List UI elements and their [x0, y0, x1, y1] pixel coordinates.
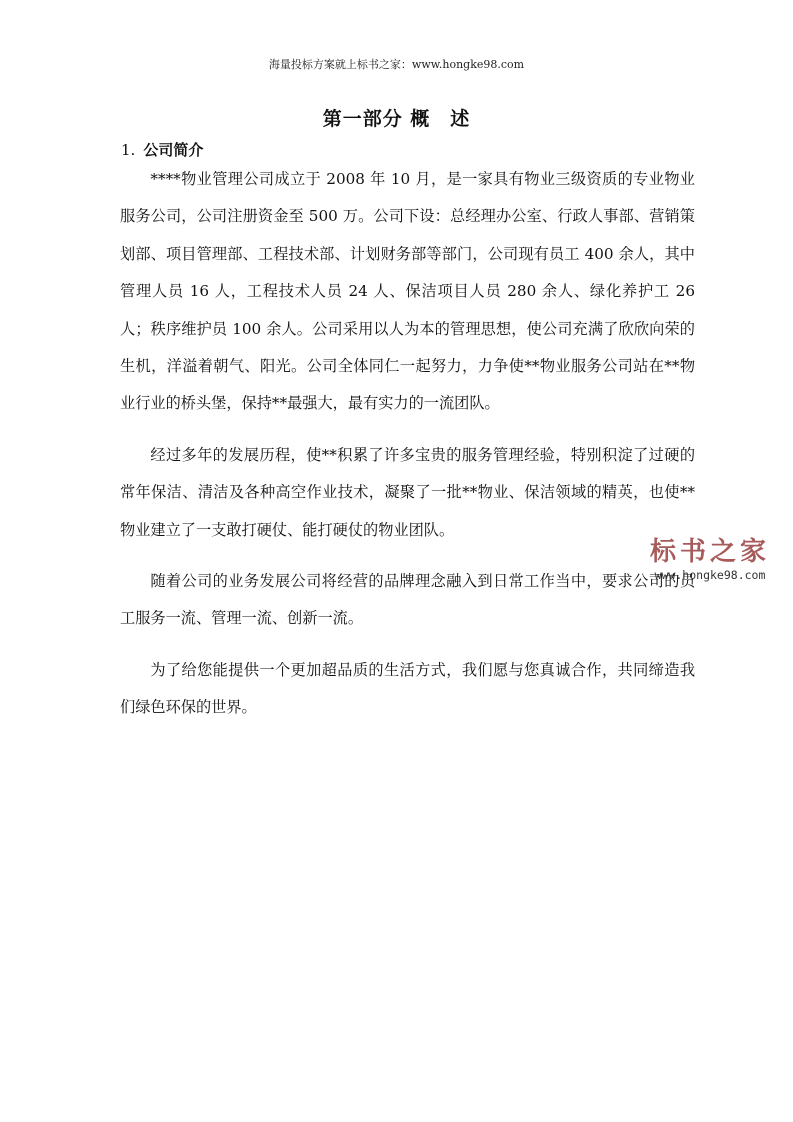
- paragraph-brand-concept: 随着公司的业务发展公司将经营的品牌理念融入到日常工作当中，要求公司的员工服务一流、管理一流、创新一流。: [120, 572, 695, 628]
- watermark-url: www.hongke98.com: [654, 568, 766, 582]
- section-heading: [121, 139, 203, 160]
- document-title: 第一部分 概 述: [322, 108, 471, 130]
- section-number: 1.: [121, 141, 136, 159]
- paragraph-development: 经过多年的发展历程，使**积累了许多宝贵的服务管理经验，特别积淀了过硬的常年保洁、清洁及各种高空作业技术，凝聚了一批**物业、保洁领域的精英，也使**物业建立了一支敢打硬仗、能打硬仗的物业团队。: [120, 445, 695, 539]
- paragraph-cooperation: 为了给您能提供一个更加超品质的生活方式，我们愿与您真诚合作，共同缔造我们绿色环保的世界。: [120, 660, 695, 717]
- watermark-brand: 标书之家: [649, 537, 770, 567]
- watermark-logo: [630, 537, 790, 583]
- section-heading-text: 公司简介: [143, 141, 204, 159]
- body-text: [120, 161, 695, 741]
- header-note: 海量投标方案就上标书之家：www.hongke98.com: [268, 58, 525, 71]
- paragraph-company-profile: ****物业管理公司成立于 2008 年 10 月，是一家具有物业三级资质的专业物业服务公司，公司注册资金至 500 万。公司下设：总经理办公室、行政人事部、营销策划部、项目管理部、工程技术部、计划财务部等部门，公司现有员工 400 余人，其中管理人员 16 人，工程技术人员 24 人、保洁项目人员 280 余人、绿化养护工 26 人；秩序维护员 100 余人。公司采用以人为本的管理思想，使公司充满了欣欣向荣的生机，洋溢着朝气、阳光。公司全体同仁一起努力，力争使**物业服务公司站在**物业行业的桥头堡，保持**最强大，最有实力的一流团队。: [120, 170, 695, 413]
